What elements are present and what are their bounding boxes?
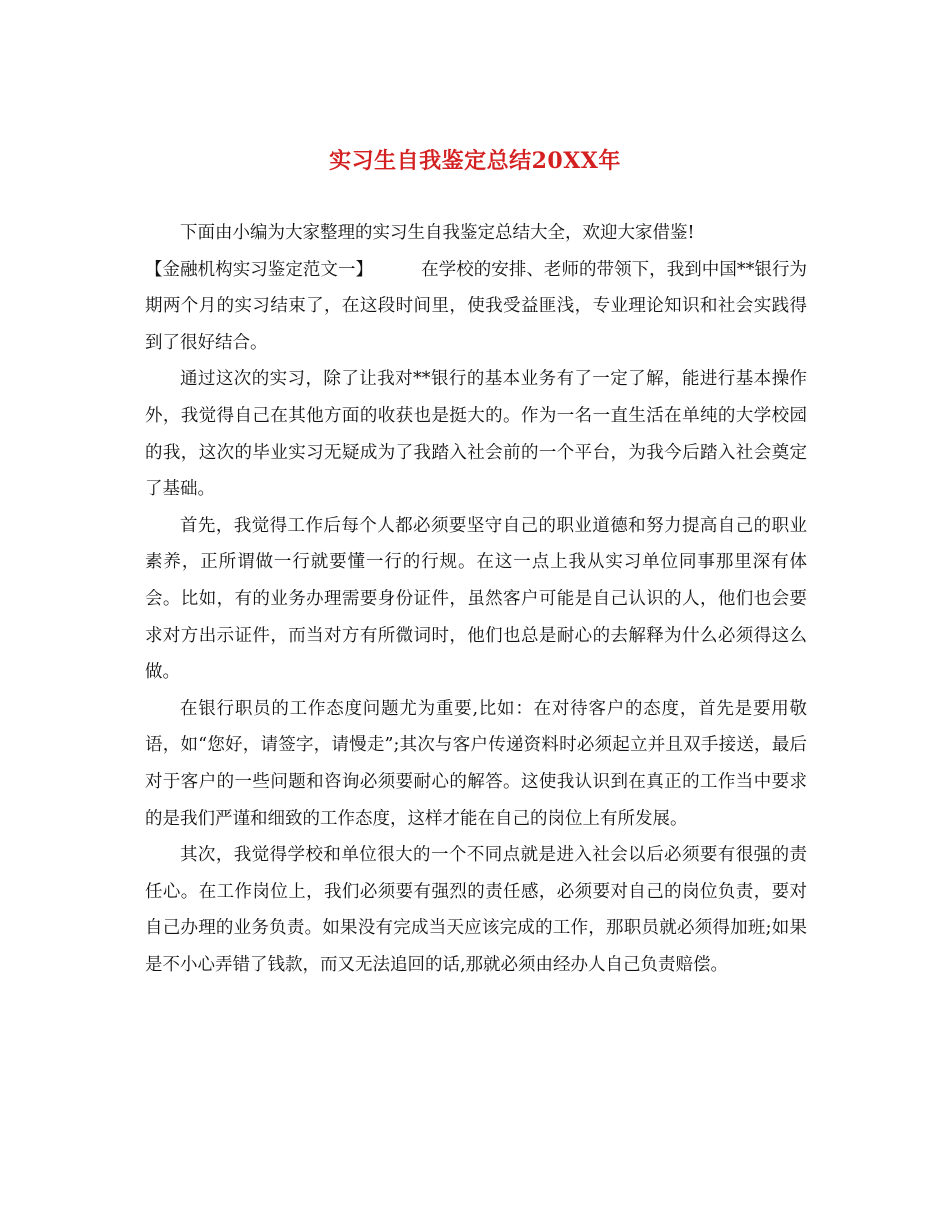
intro-paragraph: 下面由小编为大家整理的实习生自我鉴定总结大全，欢迎大家借鉴! [180, 223, 695, 243]
paragraph-5: 其次，我觉得学校和单位很大的一个不同点就是进入社会以后必须要有很强的责任心。在工作岗位上，我们必须要有强烈的责任感，必须要对自己的岗位负责，要对自己办理的业务负责。如果没有完成当天应该完成的工作，那职员就必须得加班;如果是不小心弄错了钱款，而又无法追回的话,那就必须由经办人自己负责赔偿。 [145, 845, 807, 975]
section-heading: 【金融机构实习鉴定范文一】 [145, 259, 374, 280]
paragraph-2: 通过这次的实习，除了让我对**银行的基本业务有了一定了解，能进行基本操作外，我觉得自己在其他方面的收获也是挺大的。作为一名一直生活在单纯的大学校园的我，这次的毕业实习无疑成为了我踏入社会前的一个平台，为我今后踏入社会奠定了基础。 [145, 369, 807, 500]
document-title: 实习生自我鉴定总结20XX年 [329, 148, 621, 174]
paragraph-3: 首先，我觉得工作后每个人都必须要坚守自己的职业道德和努力提高自己的职业素养，正所谓做一行就要懂一行的行规。在这一点上我从实习单位同事那里深有体会。比如，有的业务办理需要身份证件，虽然客户可能是自己认识的人，他们也会要求对方出示证件，而当对方有所微词时，他们也总是耐心的去解释为什么必须得这么做。 [145, 515, 807, 683]
paragraph-1: 在学校的安排、老师的带领下，我到中国**银行为期两个月的实习结束了，在这段时间里，使我受益匪浅，专业理论知识和社会实践得到了很好结合。 [145, 259, 808, 353]
section-paragraph [145, 252, 807, 362]
document-body [145, 215, 807, 983]
paragraph-4: 在银行职员的工作态度问题尤为重要,比如：在对待客户的态度，首先是要用敬语，如“您好，请签字，请慢走”;其次与客户传递资料时必须起立并且双手接送，最后对于客户的一些问题和咨询必须要耐心的解答。这使我认识到在真正的工作当中要求的是我们严谨和细致的工作态度，这样才能在自己的岗位上有所发展。 [145, 698, 807, 829]
